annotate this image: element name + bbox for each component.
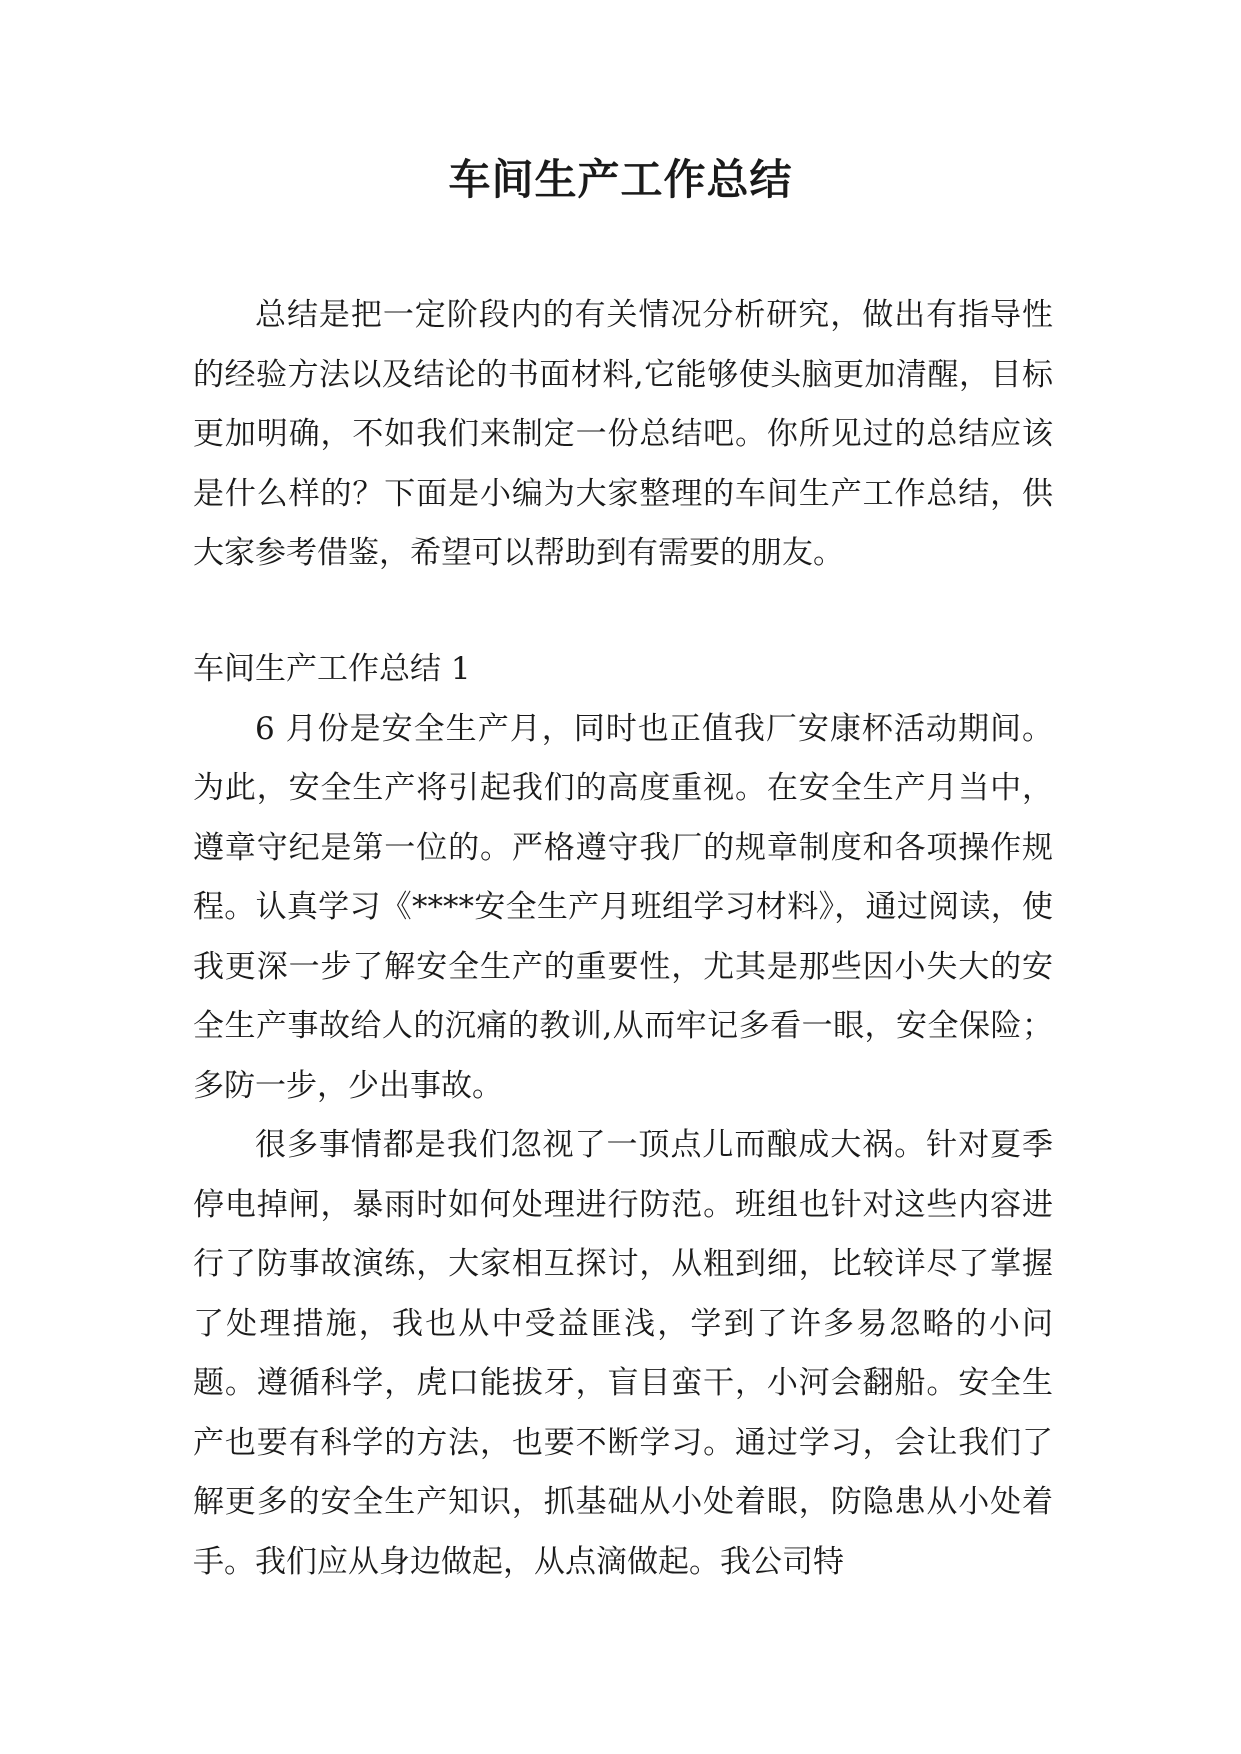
section-paragraph-1: 6 月份是安全生产月，同时也正值我厂安康杯活动期间。为此，安全生产将引起我们的高度重视。在安全生产月当中，遵章守纪是第一位的。严格遵守我厂的规章制度和各项操作规程。认真学习《****安全生产月班组学习材料》，通过阅读，使我更深一步了解安全生产的重要性，尤其是那些因小失大的安全生产事故给人的沉痛的教训,从而牢记多看一眼，安全保险；多防一步，少出事故。 bbox=[193, 710, 1053, 1104]
section-1 bbox=[193, 640, 1053, 1592]
section-paragraph-2: 很多事情都是我们忽视了一顶点儿而酿成大祸。针对夏季停电掉闸，暴雨时如何处理进行防范。班组也针对这些内容进行了防事故演练，大家相互探讨，从粗到细，比较详尽了掌握了处理措施，我也从中受益匪浅，学到了许多易忽略的小问题。遵循科学，虎口能拔牙，盲目蛮干，小河会翻船。安全生产也要有科学的方法，也要不断学习。通过学习，会让我们了解更多的安全生产知识，抓基础从小处着眼，防隐患从小处着手。我们应从身边做起，从点滴做起。我公司特 bbox=[193, 1127, 1053, 1580]
section-heading: 车间生产工作总结 1 bbox=[193, 651, 471, 687]
intro-paragraph: 总结是把一定阶段内的有关情况分析研究，做出有指导性的经验方法以及结论的书面材料,它能够使头脑更加清醒，目标更加明确，不如我们来制定一份总结吧。你所见过的总结应该是什么样的？下面是小编为大家整理的车间生产工作总结，供大家参考借鉴，希望可以帮助到有需要的朋友。 bbox=[193, 297, 1053, 571]
document-title: 车间生产工作总结 bbox=[448, 155, 793, 204]
intro-block bbox=[193, 286, 1053, 584]
